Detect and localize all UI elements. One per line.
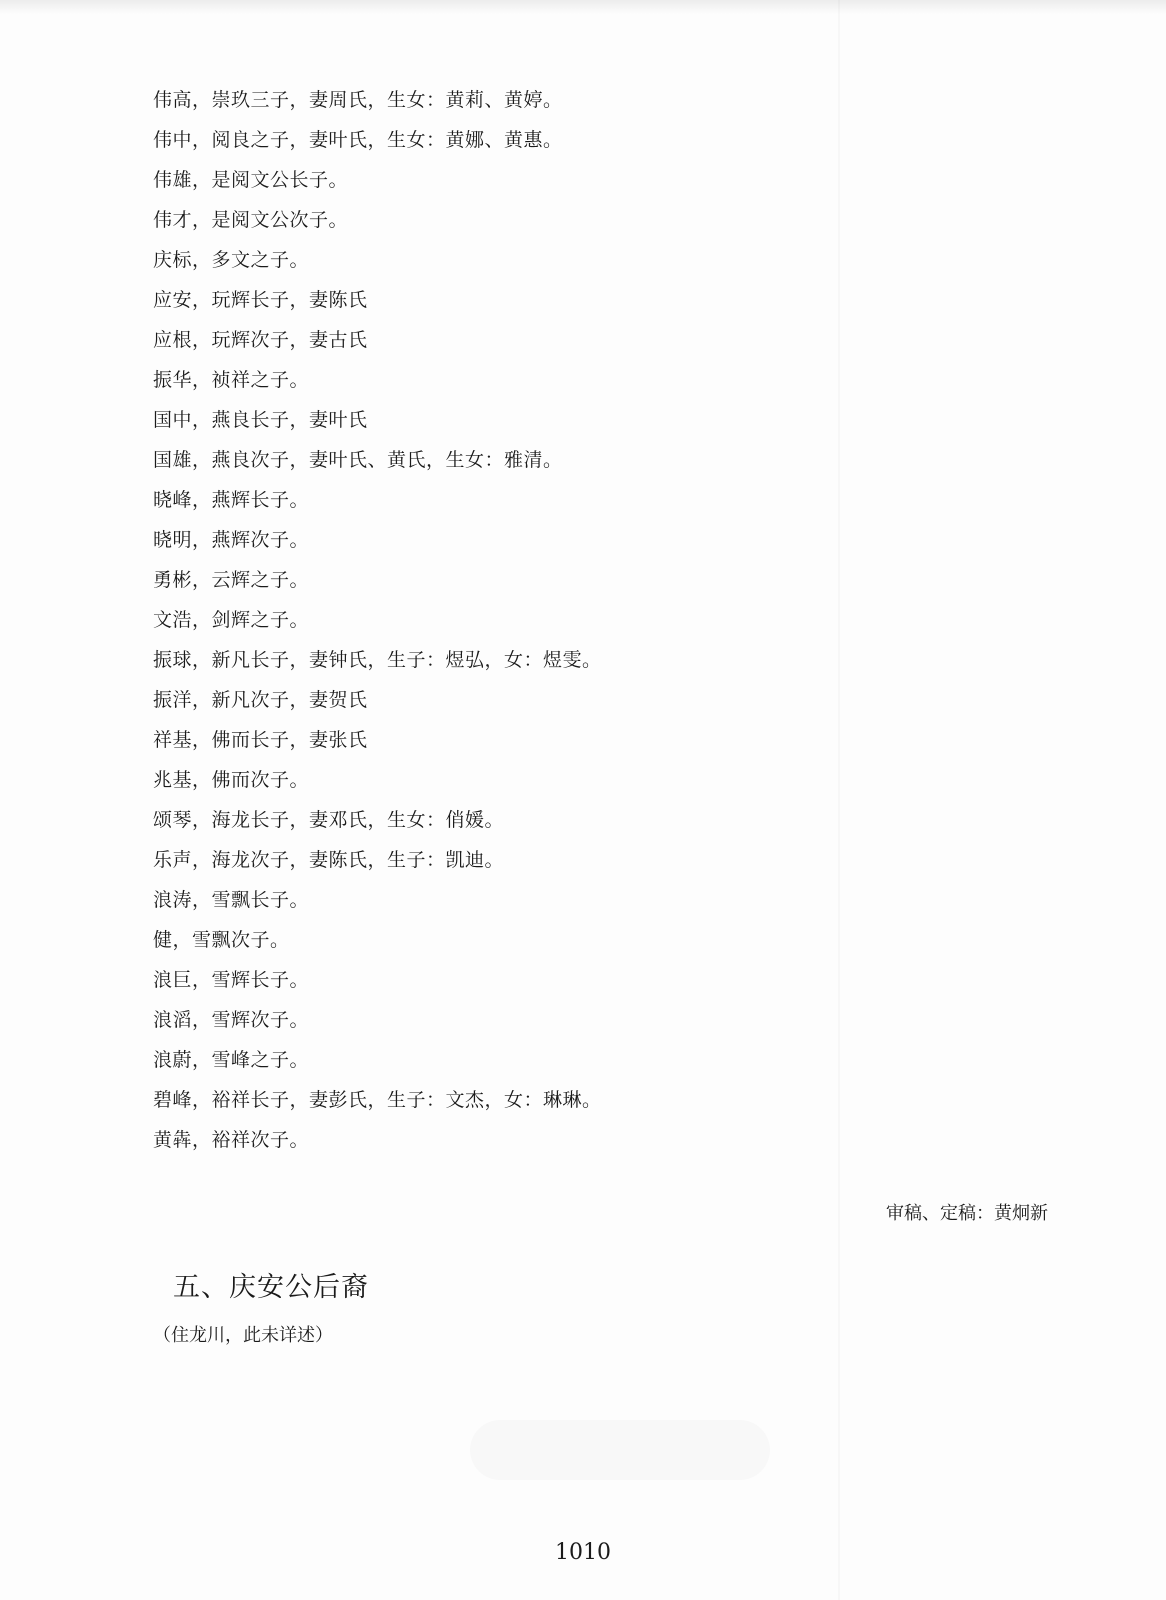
genealogy-entry: 伟才，是阅文公次子。 [153,209,349,231]
genealogy-entry-list [153,84,873,1164]
genealogy-entry: 文浩，剑辉之子。 [153,609,310,631]
genealogy-entry: 应安，玩辉长子，妻陈氏 [153,289,368,311]
reviewer-credit: 审稿、定稿：黄炯新 [886,1203,1048,1224]
genealogy-entry: 伟高，崇玖三子，妻周氏，生女：黄莉、黄婷。 [153,89,563,111]
genealogy-entry: 国雄，燕良次子，妻叶氏、黄氏，生女：雅清。 [153,449,563,471]
genealogy-entry: 浪蔚，雪峰之子。 [153,1049,310,1071]
genealogy-entry: 伟雄，是阅文公长子。 [153,169,349,191]
page-number: 1010 [555,1540,611,1565]
genealogy-entry: 碧峰，裕祥长子，妻彭氏，生子：文杰，女：琳琳。 [153,1089,602,1111]
genealogy-entry: 颂琴，海龙长子，妻邓氏，生女：俏媛。 [153,809,505,831]
genealogy-entry: 晓峰，燕辉长子。 [153,489,310,511]
section-title: 五、庆安公后裔 [173,1272,369,1303]
genealogy-entry: 祥基，佛而长子，妻张氏 [153,729,368,751]
genealogy-entry: 浪滔，雪辉次子。 [153,1009,310,1031]
genealogy-entry: 振华，祯祥之子。 [153,369,310,391]
genealogy-entry: 浪巨，雪辉长子。 [153,969,310,991]
genealogy-entry: 黄犇，裕祥次子。 [153,1129,310,1151]
section-note: （住龙川，此未详述） [153,1325,333,1346]
genealogy-entry: 兆基，佛而次子。 [153,769,310,791]
genealogy-entry: 乐声，海龙次子，妻陈氏，生子：凯迪。 [153,849,505,871]
scan-edge [0,0,1166,14]
genealogy-entry: 应根，玩辉次子，妻古氏 [153,329,368,351]
genealogy-entry: 庆标，多文之子。 [153,249,310,271]
genealogy-entry: 国中，燕良长子，妻叶氏 [153,409,368,431]
genealogy-entry: 健，雪飘次子。 [153,929,290,951]
genealogy-entry: 伟中，阅良之子，妻叶氏，生女：黄娜、黄惠。 [153,129,563,151]
genealogy-entry: 浪涛，雪飘长子。 [153,889,310,911]
genealogy-entry: 振球，新凡长子，妻钟氏，生子：煜弘，女：煜雯。 [153,649,602,671]
genealogy-entry: 勇彬，云辉之子。 [153,569,310,591]
scan-smudge [470,1420,770,1480]
genealogy-entry: 振洋，新凡次子，妻贺氏 [153,689,368,711]
genealogy-entry: 晓明，燕辉次子。 [153,529,310,551]
